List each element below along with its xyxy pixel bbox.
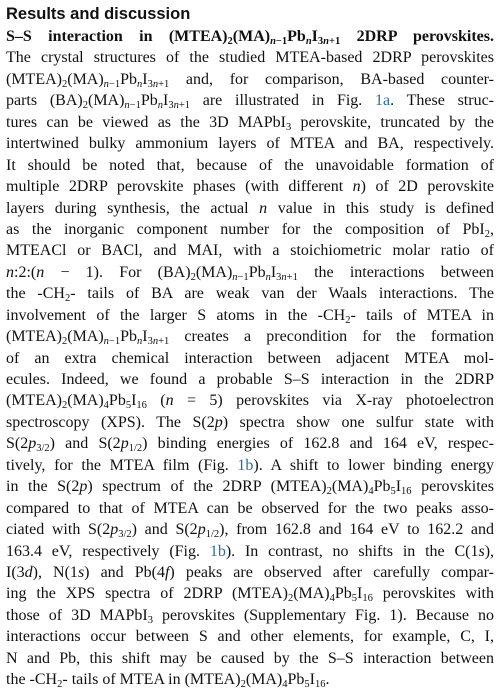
body-line: involvement of the larger S atoms in the $-CH_2-$ tails of MTEA in [6,306,494,326]
body-line: ecules. Indeed, we found a probable S–S interaction in the 2DRP [6,371,494,388]
body-line: spectroscopy (XPS). The S(2p) spectra show one sulfur state with [6,413,495,431]
body-line: those of 3D MAPbI$_3$ perovskites (Supplementary Fig. 1). Because no [6,606,495,626]
body-line: 163.4 eV, respectively (Fig. 1b). In contrast, no shifts in the C(1s), [6,542,495,560]
figure-1b-link[interactable]: 1b [237,456,254,474]
body-line: MTEACl or BACl, and MAI, with a stoichiometric molar ratio of [6,242,494,260]
body-line: n:2:(n − 1). For $(BA)_2(MA)_{n-1}Pb_nI_{3n+1}$ the interactions between [6,263,494,283]
figure-1a-link[interactable]: 1a [375,92,391,110]
body-line: intertwined bulky ammonium layers of MTEA and BA, respectively. [6,135,494,153]
section-heading: Results and discussion [6,5,191,23]
body-line: compared to that of MTEA can be observed for the two peaks asso- [6,499,494,517]
article-column [6,4,494,691]
body-line: multiple 2DRP perovskite phases (with different n) of 2D perovskite [6,178,495,196]
body-line: as the inorganic component number for the composition of PbI$_2$, [6,220,494,240]
figure-1b-link[interactable]: 1b [209,542,226,560]
body-line: It should be noted that, because of the unavoidable formation of [6,156,494,174]
body-line: $S(2p_{3/2})$ and $S(2p_{1/2})$ binding energies of 162.8 and 164 eV, respec- [6,435,495,455]
subsection-title: S–S interaction in $(MTEA)_2(MA)_{n-1}Pb_nI_{3n+1}$ 2DRP perovskites. [6,28,494,47]
body-line: The crystal structures of the studied MTEA-based 2DRP perovskites [6,49,494,67]
body-line: ing the XPS spectra of 2DRP $(MTEA)_2(MA)_4Pb_5I_{16}$ perovskites with [6,585,494,605]
body-line: I(3d), N(1s) and Pb(4f) peaks are observed after carefully compar- [6,563,495,581]
body-line: parts $(BA)_2(MA)_{n-1}Pb_nI_{3n+1}$ are illustrated in Fig. 1a. These struc- [6,92,494,112]
body-line: the $-CH_2-$ tails of BA are weak van der Waals interactions. The [6,285,494,305]
body-line: the $-CH_2-$ tails of MTEA in $(MTEA)_2(MA)_4Pb_5I_{16}$. [6,671,330,691]
body-line: $(MTEA)_2(MA)_{n-1}Pb_nI_{3n+1}$ and, for comparison, BA-based counter- [6,70,494,90]
body-line: $(MTEA)_2(MA)_{n-1}Pb_nI_{3n+1}$ creates a precondition for the formation [6,328,494,348]
body-line: in the S(2p) spectrum of the 2DRP $(MTEA)_2(MA)_4Pb_5I_{16}$ perovskites [6,478,494,498]
body-line: ciated with $S(2p_{3/2})$ and $S(2p_{1/2})$, from 162.8 and 164 eV to 162.2 and [6,521,495,541]
body-line: layers during synthesis, the actual n value in this study is defined [6,199,495,217]
subsection-title-text: S–S interaction in (MTEA) [6,28,228,45]
body-line: tures can be viewed as the 3D MAPbI$_3$ perovskite, truncated by the [6,113,495,133]
body-line: $(MTEA)_2(MA)_4Pb_5I_{16}$ (n = 5) perovskites via X-ray photoelectron [6,392,494,412]
body-line: interactions occur between S and other elements, for example, C, I, [6,628,494,646]
body-line: tively, for the MTEA film (Fig. 1b). A shift to lower binding energy [6,456,494,474]
body-line: of an extra chemical interaction between adjacent MTEA mol- [6,349,494,367]
body-line: N and Pb, this shift may be caused by the S–S interaction between [6,649,494,667]
